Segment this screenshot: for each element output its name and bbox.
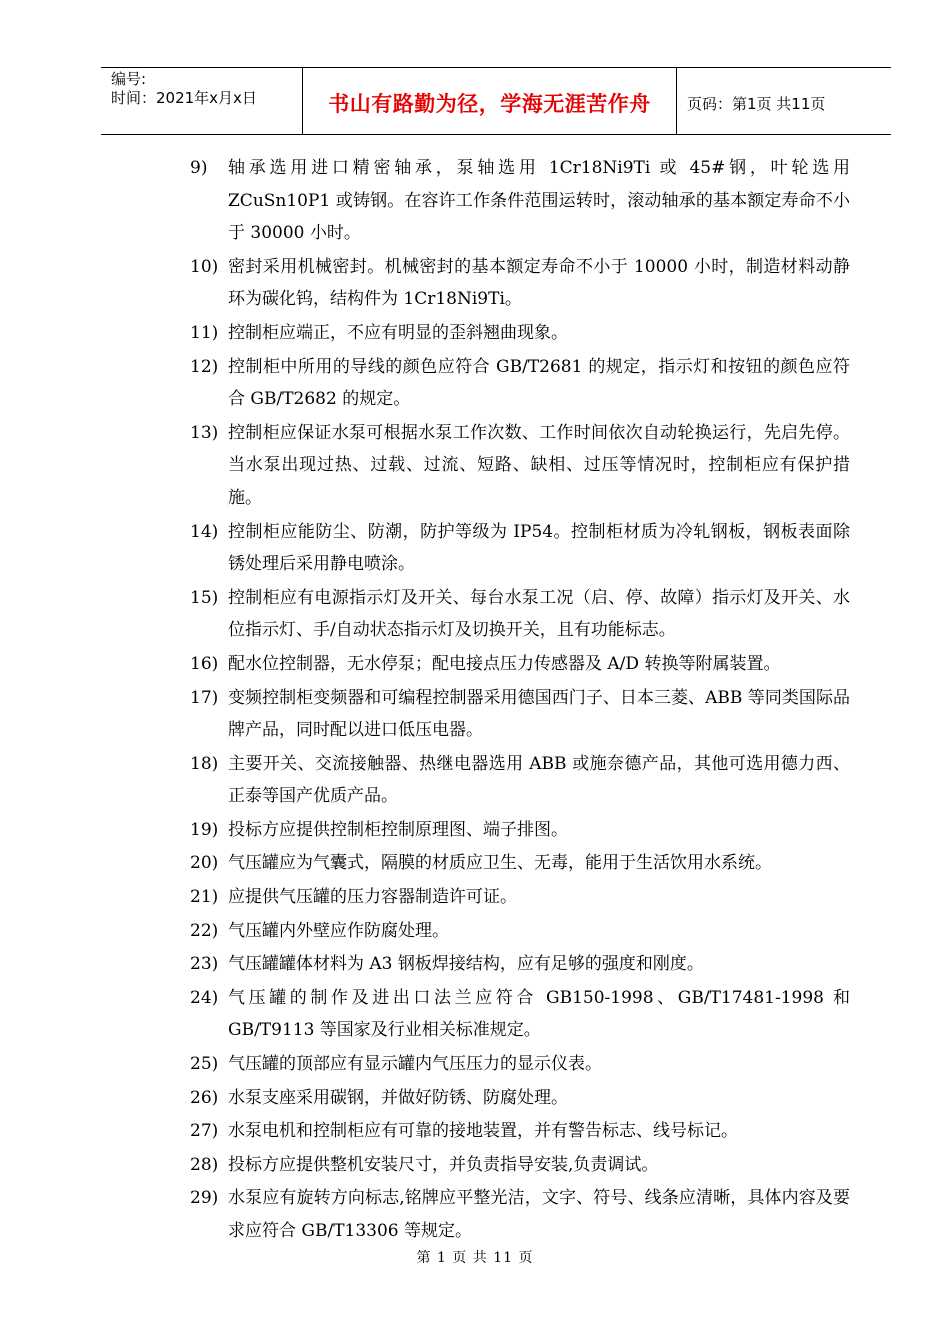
list-item: [190, 317, 850, 350]
item-text: 配水位控制器，无水停泵；配电接点压力传感器及 A/D 转换等附属装置。: [228, 653, 781, 674]
list-item: [190, 251, 850, 316]
item-text: 变频控制柜变频器和可编程控制器采用德国西门子、日本三菱、ABB 等同类国际品牌产品，同时配以进口低压电器。: [228, 687, 850, 741]
list-item: [190, 847, 850, 880]
list-item: [190, 1048, 850, 1081]
item-number: 26): [190, 1087, 219, 1108]
list-item: [190, 682, 850, 747]
motto: 书山有路勤为径，学海无涯苦作舟: [328, 92, 651, 116]
item-text: 投标方应提供整机安装尺寸，并负责指导安装,负责调试。: [228, 1154, 659, 1175]
item-text: 气压罐内外壁应作防腐处理。: [228, 920, 449, 941]
list-item: [190, 748, 850, 813]
item-text: 控制柜应有电源指示灯及开关、每台水泵工况（启、停、故障）指示灯及开关、水位指示灯、手/自动状态指示灯及切换开关，且有功能标志。: [228, 587, 850, 641]
item-number: 12): [190, 356, 219, 377]
requirement-list: [190, 152, 850, 1249]
list-item: [190, 516, 850, 581]
page-info: 页码：第1页 共11页: [687, 94, 826, 113]
item-text: 控制柜应端正，不应有明显的歪斜翘曲现象。: [228, 322, 568, 343]
list-item: [190, 417, 850, 515]
item-number: 25): [190, 1054, 219, 1075]
list-item: [190, 648, 850, 681]
item-text: 水泵支座采用碳钢，并做好防锈、防腐处理。: [228, 1087, 568, 1108]
item-text: 水泵电机和控制柜应有可靠的接地装置，并有警告标志、线号标记。: [228, 1121, 738, 1142]
item-number: 21): [190, 887, 219, 908]
list-item: [190, 1115, 850, 1148]
list-item: [190, 1082, 850, 1115]
item-text: 气压罐罐体材料为 A3 钢板焊接结构，应有足够的强度和刚度。: [228, 954, 704, 975]
item-number: 10): [190, 256, 219, 277]
list-item: [190, 982, 850, 1047]
item-number: 11): [190, 322, 219, 343]
list-item: [190, 814, 850, 847]
item-number: 24): [190, 987, 219, 1008]
item-text: 控制柜应保证水泵可根据水泵工作次数、工作时间依次自动轮换运行，先启先停。当水泵出现过热、过载、过流、短路、缺相、过压等情况时，控制柜应有保护措施。: [228, 422, 850, 508]
list-item: [190, 881, 850, 914]
item-text: 投标方应提供控制柜控制原理图、端子排图。: [228, 819, 568, 840]
item-number: 15): [190, 587, 219, 608]
item-number: 14): [190, 521, 219, 542]
item-text: 气压罐应为气囊式，隔膜的材质应卫生、无毒，能用于生活饮用水系统。: [228, 853, 772, 874]
item-number: 22): [190, 920, 219, 941]
item-number: 19): [190, 819, 219, 840]
item-number: 23): [190, 954, 219, 975]
list-item: [190, 1149, 850, 1182]
list-item: [190, 152, 850, 250]
list-item: [190, 1182, 850, 1247]
page-footer: 第 1 页 共 11 页: [416, 1250, 534, 1266]
list-item: [190, 351, 850, 416]
list-item: [190, 948, 850, 981]
item-text: 气压罐的顶部应有显示罐内气压压力的显示仪表。: [228, 1054, 602, 1075]
page-header: [101, 67, 891, 135]
item-text: 轴承选用进口精密轴承，泵轴选用 1Cr18Ni9Ti 或 45#钢，叶轮选用 ZCuSn10P1 或铸钢。在容许工作条件范围运转时，滚动轴承的基本额定寿命不小于 30000 小时。: [228, 158, 850, 244]
item-text: 主要开关、交流接触器、热继电器选用 ABB 或施奈德产品，其他可选用德力西、正泰等国产优质产品。: [228, 753, 850, 807]
item-number: 13): [190, 422, 219, 443]
time-label: 时间：2021年x月x日: [111, 89, 257, 107]
list-item: [190, 582, 850, 647]
header-motto-cell: [303, 68, 677, 134]
item-number: 20): [190, 853, 219, 874]
item-number: 17): [190, 687, 219, 708]
item-text: 密封采用机械密封。机械密封的基本额定寿命不小于 10000 小时，制造材料动静环为碳化钨，结构件为 1Cr18Ni9Ti。: [228, 256, 850, 310]
number-label: 编号:: [111, 70, 147, 88]
header-meta: [101, 68, 303, 134]
item-text: 控制柜应能防尘、防潮，防护等级为 IP54。控制柜材质为冷轧钢板，钢板表面除锈处理后采用静电喷涂。: [228, 521, 850, 575]
item-text: 应提供气压罐的压力容器制造许可证。: [228, 887, 517, 908]
item-number: 16): [190, 653, 219, 674]
item-number: 29): [190, 1188, 219, 1209]
header-page-info: [677, 68, 891, 134]
item-number: 18): [190, 753, 219, 774]
item-number: 28): [190, 1154, 219, 1175]
item-text: 控制柜中所用的导线的颜色应符合 GB/T2681 的规定，指示灯和按钮的颜色应符合 GB/T2682 的规定。: [228, 356, 850, 410]
list-item: [190, 915, 850, 948]
item-text: 气压罐的制作及进出口法兰应符合 GB150-1998、GB/T17481-1998 和 GB/T9113 等国家及行业相关标准规定。: [228, 987, 850, 1041]
item-number: 27): [190, 1121, 219, 1142]
item-text: 水泵应有旋转方向标志,铭牌应平整光洁，文字、符号、线条应清晰，具体内容及要求应符合 GB/T13306 等规定。: [228, 1188, 850, 1241]
item-number: 9): [190, 158, 208, 178]
